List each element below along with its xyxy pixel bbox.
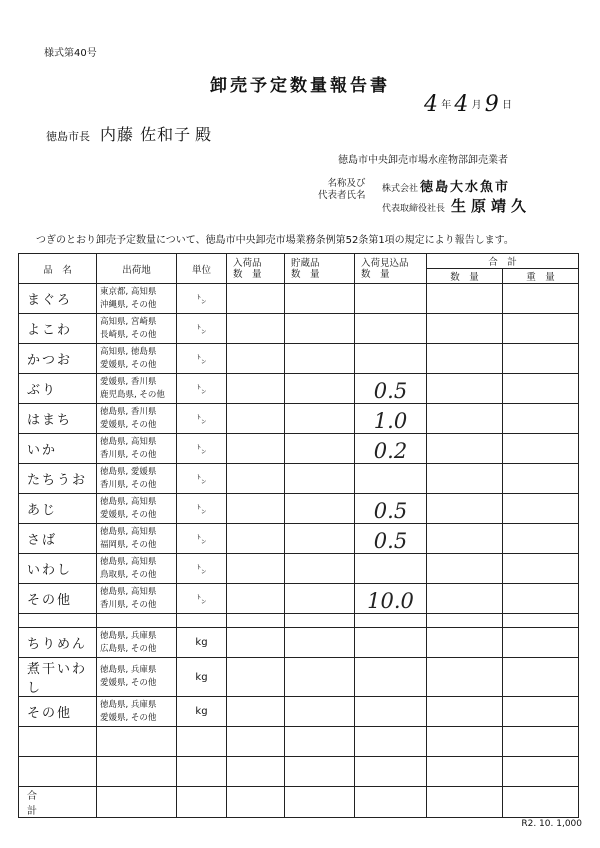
origin-line-1: 徳島県, 高知県 — [100, 526, 157, 537]
footer-print-code: R2. 10. 1,000 — [521, 819, 582, 829]
table-row — [19, 344, 579, 374]
total-qty-cell — [427, 524, 503, 554]
origin-line-1: 徳島県, 兵庫県 — [100, 665, 157, 675]
table-row — [19, 494, 579, 524]
stock-header-bottom: 数 量 — [291, 268, 320, 280]
origin-line-2: 福岡県, その他 — [100, 539, 157, 550]
expected-qty-cell — [355, 344, 427, 374]
name-label: 名称及び — [327, 178, 366, 189]
origin-line-2: 愛媛県, その他 — [100, 509, 157, 520]
col-origin-header: 出荷地 — [97, 254, 177, 284]
total-weight-cell — [503, 464, 579, 494]
table-row — [19, 628, 579, 658]
date-year: 4 — [424, 92, 438, 117]
report-table-wrap — [18, 253, 578, 818]
expected-qty-cell — [355, 554, 427, 584]
total-weight-cell — [503, 628, 579, 658]
origin — [97, 434, 177, 464]
stock-qty-cell — [285, 404, 355, 434]
total-weight-cell — [503, 524, 579, 554]
stock-header-top: 貯蔵品 — [291, 257, 320, 269]
item-name: あじ — [19, 494, 97, 524]
rep-title: 代表取締役社長 — [382, 204, 446, 214]
origin-line-1: 徳島県, 高知県 — [100, 556, 157, 567]
arrival-qty-cell — [227, 494, 285, 524]
arrival-qty-cell — [227, 524, 285, 554]
table-row — [19, 697, 579, 727]
origin — [97, 284, 177, 314]
arrival-qty-cell — [227, 628, 285, 658]
arrival-qty-cell — [227, 284, 285, 314]
rep-name: 生原靖久 — [451, 197, 532, 215]
origin-line-2: 沖縄県, その他 — [100, 299, 157, 310]
name-rep-label — [318, 178, 366, 202]
table-row — [19, 404, 579, 434]
addressee-honorific: 殿 — [195, 125, 212, 144]
expected-qty-value: 0.5 — [373, 378, 408, 403]
item-name: かつお — [19, 344, 97, 374]
origin-line-2: 愛媛県, その他 — [100, 678, 157, 688]
expected-qty-value: 0.2 — [373, 438, 408, 463]
item-name: ちりめん — [19, 628, 97, 658]
expected-qty-cell — [355, 404, 427, 434]
arrival-qty-cell — [227, 434, 285, 464]
table-row — [19, 284, 579, 314]
item-name: はまち — [19, 404, 97, 434]
stock-qty-cell — [285, 434, 355, 464]
unit: ㌧ — [177, 404, 227, 434]
arrival-qty-cell — [227, 658, 285, 697]
total-qty-cell — [427, 628, 503, 658]
origin — [97, 344, 177, 374]
col-item-header: 品 名 — [19, 254, 97, 284]
stock-qty-cell — [285, 284, 355, 314]
company — [382, 176, 510, 195]
expected-qty-cell — [355, 584, 427, 614]
total-qty-cell — [427, 314, 503, 344]
total-qty-cell — [427, 284, 503, 314]
origin — [97, 314, 177, 344]
total-weight-cell — [503, 404, 579, 434]
arrival-qty-cell — [227, 374, 285, 404]
arrival-qty-cell — [227, 584, 285, 614]
origin-line-1: 徳島県, 愛媛県 — [100, 466, 157, 477]
origin-line-1: 高知県, 徳島県 — [100, 346, 157, 357]
item-name: よこわ — [19, 314, 97, 344]
empty-row — [19, 757, 579, 787]
item-name: いか — [19, 434, 97, 464]
date-month: 4 — [454, 92, 469, 117]
total-row — [19, 787, 579, 818]
company-prefix: 株式会社 — [382, 184, 419, 194]
origin — [97, 554, 177, 584]
unit: ㌧ — [177, 344, 227, 374]
stock-qty-cell — [285, 524, 355, 554]
expected-qty-cell — [355, 314, 427, 344]
page-title: 卸売予定数量報告書 — [210, 76, 390, 96]
total-qty-cell — [427, 464, 503, 494]
origin-line-1: 徳島県, 高知県 — [100, 496, 157, 507]
item-name: その他 — [19, 697, 97, 727]
origin — [97, 374, 177, 404]
total-qty-cell — [427, 434, 503, 464]
empty-row — [19, 727, 579, 757]
arrival-header-top: 入荷品 — [233, 257, 262, 269]
item-name: ぶり — [19, 374, 97, 404]
report-date — [424, 92, 512, 117]
stock-qty-cell — [285, 494, 355, 524]
item-name: まぐろ — [19, 284, 97, 314]
expected-qty-cell — [355, 494, 427, 524]
date-year-label: 年 — [441, 100, 452, 111]
col-unit-header: 単位 — [177, 254, 227, 284]
total-qty-cell — [427, 584, 503, 614]
total-weight-cell — [503, 494, 579, 524]
dried-rows — [19, 628, 579, 727]
col-total-header: 合 計 — [427, 254, 579, 269]
rep-label: 代表者氏名 — [318, 190, 366, 201]
report-table — [18, 253, 579, 818]
stock-qty-cell — [285, 314, 355, 344]
origin-line-2: 愛媛県, その他 — [100, 419, 157, 430]
addressee-name: 内藤 佐和子 — [100, 125, 192, 144]
expected-qty-cell — [355, 524, 427, 554]
origin — [97, 628, 177, 658]
origin-line-2: 広島県, その他 — [100, 643, 157, 654]
expected-qty-cell — [355, 658, 427, 697]
table-row — [19, 464, 579, 494]
table-row — [19, 314, 579, 344]
origin — [97, 697, 177, 727]
expected-qty-value: 0.5 — [373, 498, 408, 523]
unit: kg — [177, 697, 227, 727]
total-qty-cell — [427, 374, 503, 404]
company-name: 徳島大水魚市 — [420, 180, 511, 195]
total-qty-cell — [427, 404, 503, 434]
association: 徳島市中央卸売市場水産物部卸売業者 — [338, 155, 508, 166]
form-number: 様式第40号 — [44, 48, 97, 59]
total-weight-cell — [503, 374, 579, 404]
arrival-qty-cell — [227, 314, 285, 344]
expected-qty-cell — [355, 697, 427, 727]
col-expected-header — [355, 254, 427, 284]
table-row — [19, 658, 579, 697]
total-weight-cell — [503, 344, 579, 374]
addressee-role: 徳島市長 — [46, 130, 90, 143]
total-weight-cell — [503, 658, 579, 697]
col-total-qty-header: 数 量 — [427, 269, 503, 284]
total-label: 合 計 — [19, 787, 97, 818]
unit: ㌧ — [177, 554, 227, 584]
date-day-label: 日 — [501, 100, 512, 111]
col-total-weight-header: 重 量 — [503, 269, 579, 284]
expected-qty-cell — [355, 464, 427, 494]
item-name: いわし — [19, 554, 97, 584]
origin — [97, 404, 177, 434]
intro-text: つぎのとおり卸売予定数量について、徳島市中央卸売市場業務条例第52条第1項の規定により報告します。 — [36, 235, 514, 246]
origin-line-2: 鳥取県, その他 — [100, 569, 157, 580]
origin-line-1: 徳島県, 高知県 — [100, 586, 157, 597]
col-arrival-header — [227, 254, 285, 284]
arrival-header-bottom: 数 量 — [233, 268, 262, 280]
origin-line-1: 東京都, 高知県 — [100, 286, 157, 297]
expected-qty-cell — [355, 628, 427, 658]
item-name: さば — [19, 524, 97, 554]
arrival-qty-cell — [227, 344, 285, 374]
expected-qty-cell — [355, 284, 427, 314]
origin-line-1: 高知県, 宮崎県 — [100, 316, 157, 327]
origin-line-1: 徳島県, 香川県 — [100, 406, 157, 417]
col-stock-header — [285, 254, 355, 284]
origin — [97, 494, 177, 524]
table-row — [19, 524, 579, 554]
arrival-qty-cell — [227, 697, 285, 727]
origin-line-2: 香川県, その他 — [100, 479, 157, 490]
stock-qty-cell — [285, 658, 355, 697]
origin-line-1: 徳島県, 兵庫県 — [100, 699, 157, 710]
origin — [97, 464, 177, 494]
origin-line-2: 香川県, その他 — [100, 599, 157, 610]
unit: ㌧ — [177, 284, 227, 314]
arrival-qty-cell — [227, 464, 285, 494]
total-weight-cell — [503, 697, 579, 727]
total-weight-cell — [503, 584, 579, 614]
date-day: 9 — [484, 92, 499, 117]
unit: ㌧ — [177, 584, 227, 614]
table-row — [19, 584, 579, 614]
total-qty-cell — [427, 658, 503, 697]
header-row-top — [19, 254, 579, 269]
stock-qty-cell — [285, 697, 355, 727]
stock-qty-cell — [285, 374, 355, 404]
unit: kg — [177, 628, 227, 658]
item-name: たちうお — [19, 464, 97, 494]
unit: ㌧ — [177, 374, 227, 404]
expected-header-top: 入荷見込品 — [361, 257, 409, 269]
item-name: 煮干いわし — [19, 658, 97, 697]
fish-rows — [19, 284, 579, 614]
origin-line-1: 徳島県, 高知県 — [100, 436, 157, 447]
table-row — [19, 374, 579, 404]
table-row — [19, 434, 579, 464]
origin-line-2: 香川県, その他 — [100, 449, 157, 460]
expected-qty-value: 10.0 — [367, 588, 414, 613]
expected-qty-value: 1.0 — [373, 408, 408, 433]
date-month-label: 月 — [471, 100, 482, 111]
arrival-qty-cell — [227, 404, 285, 434]
stock-qty-cell — [285, 344, 355, 374]
arrival-qty-cell — [227, 554, 285, 584]
stock-qty-cell — [285, 464, 355, 494]
origin — [97, 658, 177, 697]
addressee — [46, 122, 211, 145]
total-qty-cell — [427, 344, 503, 374]
origin-line-2: 愛媛県, その他 — [100, 359, 157, 370]
unit: kg — [177, 658, 227, 697]
table-row — [19, 554, 579, 584]
unit: ㌧ — [177, 314, 227, 344]
item-name: その他 — [19, 584, 97, 614]
origin-line-2: 愛媛県, その他 — [100, 712, 157, 723]
unit: ㌧ — [177, 434, 227, 464]
expected-qty-cell — [355, 434, 427, 464]
origin-line-2: 鹿児島県, その他 — [100, 389, 165, 400]
stock-qty-cell — [285, 628, 355, 658]
origin — [97, 524, 177, 554]
blank-separator-row — [19, 614, 579, 628]
total-qty-cell — [427, 554, 503, 584]
expected-header-bottom: 数 量 — [361, 268, 390, 280]
stock-qty-cell — [285, 584, 355, 614]
total-weight-cell — [503, 284, 579, 314]
unit: ㌧ — [177, 464, 227, 494]
expected-qty-cell — [355, 374, 427, 404]
origin — [97, 584, 177, 614]
expected-qty-value: 0.5 — [373, 528, 408, 553]
representative — [382, 195, 531, 216]
total-qty-cell — [427, 494, 503, 524]
unit: ㌧ — [177, 524, 227, 554]
total-weight-cell — [503, 554, 579, 584]
unit: ㌧ — [177, 494, 227, 524]
origin-line-1: 愛媛県, 香川県 — [100, 376, 157, 387]
origin-line-1: 徳島県, 兵庫県 — [100, 630, 157, 641]
total-weight-cell — [503, 434, 579, 464]
origin-line-2: 長崎県, その他 — [100, 329, 157, 340]
total-weight-cell — [503, 314, 579, 344]
stock-qty-cell — [285, 554, 355, 584]
total-qty-cell — [427, 697, 503, 727]
